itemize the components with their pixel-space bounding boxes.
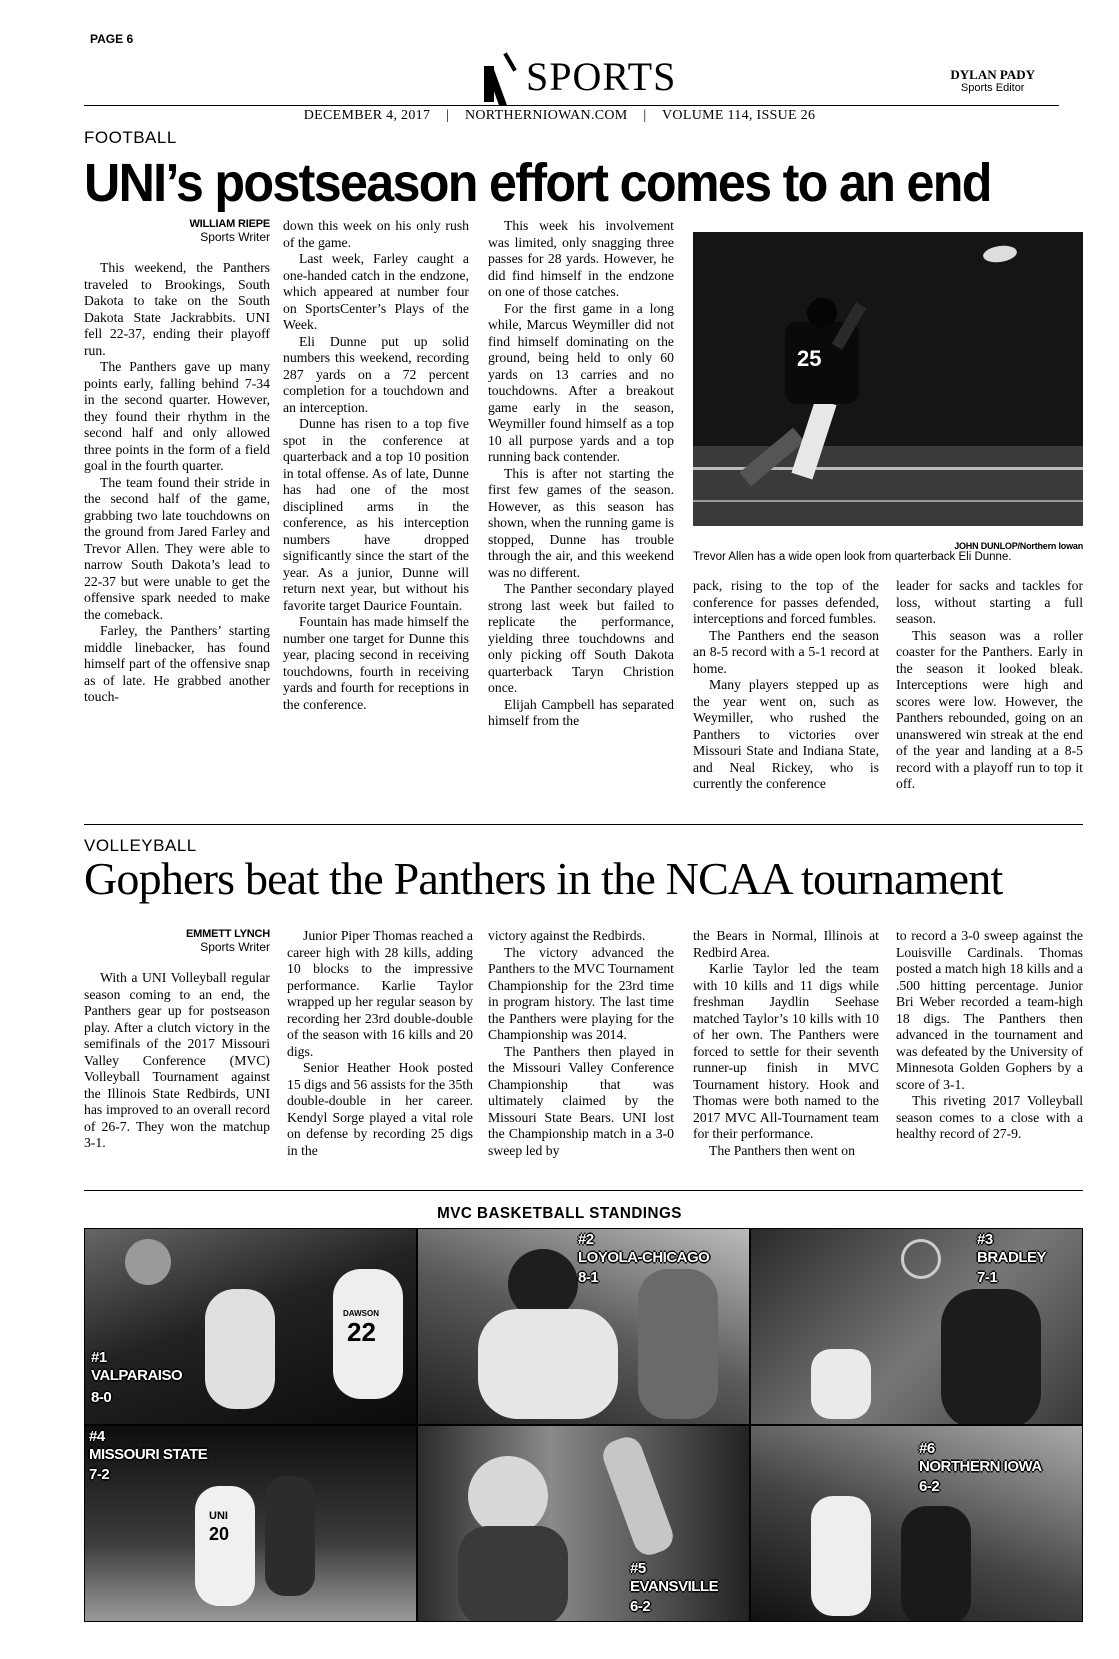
team-record: 8-1 xyxy=(578,1269,599,1286)
paragraph: Last week, Farley caught a one-handed catch in the endzone, which appeared at number four on SportsCenter’s Plays of the Week. xyxy=(283,251,469,332)
team-record: 6-2 xyxy=(630,1598,651,1615)
team-rank: #3 xyxy=(977,1231,993,1248)
football-column-5 xyxy=(896,578,1083,793)
standings-tile xyxy=(84,1228,417,1425)
football-headline: UNI’s postseason effort comes to an end xyxy=(84,153,991,213)
author-role: Sports Writer xyxy=(200,940,270,954)
section-divider xyxy=(84,1190,1083,1191)
paragraph: The Panthers then played in the Missouri Valley Conference Championship that was ultimately claimed by the Missouri State Bears. UNI lost the Championship match in a 3-0 sweep led by xyxy=(488,1043,674,1158)
volume-issue: VOLUME 114, ISSUE 26 xyxy=(662,108,816,123)
dateline-separator: | xyxy=(446,108,450,123)
team-name: VALPARAISO xyxy=(91,1367,183,1384)
paragraph: down this week on his only rush of the game. xyxy=(283,218,469,250)
paragraph: This riveting 2017 Volleyball season comes to a close with a healthy record of 27-9. xyxy=(896,1093,1083,1141)
masthead-rule xyxy=(84,105,1059,106)
team-rank: #1 xyxy=(91,1349,107,1366)
team-record: 7-1 xyxy=(977,1269,998,1286)
standings-tile xyxy=(750,1228,1083,1425)
paragraph: victory against the Redbirds. xyxy=(488,928,646,943)
section-label-volleyball: VOLLEYBALL xyxy=(84,836,197,855)
byline xyxy=(84,928,270,954)
paragraph: leader for sacks and tackles for loss, without starting a full season. xyxy=(896,578,1083,626)
issue-date: DECEMBER 4, 2017 xyxy=(303,108,431,123)
paragraph: The Panthers end the season an 8-5 record with a 5-1 record at home. xyxy=(693,627,879,676)
paragraph: Junior Piper Thomas reached a career high with 28 kills, adding 10 blocks to the impressive performance. Karlie Taylor wrapped up her regular season by recording her 23rd double-double of the season with 16 kills and 20 digs. xyxy=(287,928,473,1059)
team-name: EVANSVILLE xyxy=(630,1578,719,1595)
paragraph: Elijah Campbell has separated himself from the xyxy=(488,696,674,728)
team-record: 8-0 xyxy=(91,1389,112,1406)
paragraph: For the first game in a long while, Marcus Weymiller did not find himself dominating on the ground, being held to only 60 yards on 13 carries and no touchdowns. After a breakout game early in the season, Weymiller found himself as a top 10 all purpose yards and a top running back contender. xyxy=(488,300,674,464)
paragraph: The Panthers gave up many points early, falling behind 7-34 in the second quarter. However, they found their rhythm in the second half and only allowed three points in the form of a field goal in the fourth quarter. xyxy=(84,359,270,473)
paragraph: The Panthers then went on xyxy=(709,1142,855,1158)
standings-tile xyxy=(417,1228,750,1425)
dateline-separator: | xyxy=(643,108,647,123)
team-name: NORTHERN IOWA xyxy=(919,1458,1042,1475)
football-column-4 xyxy=(693,578,879,793)
football-column-1 xyxy=(84,218,270,706)
section-flag xyxy=(478,42,676,102)
team-rank: #4 xyxy=(89,1428,105,1445)
volleyball-column-3 xyxy=(488,928,674,1159)
standings-tile xyxy=(750,1425,1083,1622)
team-record: 7-2 xyxy=(89,1466,110,1483)
volleyball-column-5 xyxy=(896,928,1083,1143)
standings-tile xyxy=(417,1425,750,1622)
team-rank: #5 xyxy=(630,1560,646,1577)
paragraph: The Panther secondary played strong last week but failed to replicate the performance, yielding three touchdowns and only picking off South Dakota quarterback Taryn Christion once. xyxy=(488,581,674,695)
editor-name: DYLAN PADY xyxy=(950,67,1035,82)
paragraph: The victory advanced the Panthers to the MVC Tournament Championship for the 23rd time in program history. The last time the Panthers were playing for the Championship was 2014. xyxy=(488,944,674,1042)
football-column-2 xyxy=(283,218,469,713)
paragraph: to record a 3-0 sweep against the Louisville Cardinals. Thomas posted a match high 18 kills and a .500 hitting percentage. Junior Bri Weber recorded a team-high 18 digs. The Panthers then advanced in the tournament and was defeated by the University of Minnesota Golden Gophers by a score of 3-1. xyxy=(896,928,1083,1092)
paragraph: With a UNI Volleyball regular season coming to an end, the Panthers gear up for postseason play. After a clutch victory in the semifinals of the 2017 Missouri Valley Conference (MVC) Volleyball Tournament against the Illinois State Redbirds, UNI has improved to an overall record of 26-7. They won the matchup 3-1. xyxy=(84,970,270,1150)
paragraph: Karlie Taylor led the team with 10 kills and 11 digs while freshman Jaydlin Seehase matched Taylor’s 10 kills with 10 of her own. The Panthers were forced to settle for their seventh runner-up finish in MVC Tournament history. Hook and Thomas were both named to the 2017 MVC All-Tournament team for their performance. xyxy=(693,961,879,1141)
photo-caption: Trevor Allen has a wide open look from quarterback Eli Dunne. xyxy=(693,551,1012,563)
paragraph: This is after not starting the first few games of the season. However, as this season has shown, when the running game is stopped, Dunne has trouble through the air, and this weekend was no different. xyxy=(488,465,674,580)
team-name: LOYOLA-CHICAGO xyxy=(578,1249,710,1266)
section-divider xyxy=(84,824,1083,825)
basketball-hoop-icon xyxy=(901,1239,941,1279)
byline xyxy=(84,218,270,244)
paragraph: This weekend, the Panthers traveled to Brookings, South Dakota to take on the South Dakota State Jackrabbits. UNI fell 22-37, ending their playoff run. xyxy=(84,260,270,358)
football-ball-icon xyxy=(982,244,1018,265)
paragraph: This season was a roller coaster for the Panthers. Early in the season it looked bleak. Interceptions were high and scores were low. However, the Panthers rebounded, going on an unanswered win streak at the end of the year and landing at a 8-5 record with a playoff run to top it off. xyxy=(896,627,1083,791)
author-role: Sports Writer xyxy=(200,230,270,244)
volleyball-column-2 xyxy=(287,928,473,1159)
standings-title: MVC BASKETBALL STANDINGS xyxy=(437,1205,682,1222)
paragraph: Fountain has made himself the number one target for Dunne this year, placing second in receiving touchdowns, fourth in receiving yards and fourth for receptions in the conference. xyxy=(283,614,469,712)
author-name: EMMETT LYNCH xyxy=(186,928,270,940)
editor-credit xyxy=(950,68,1035,94)
team-name: MISSOURI STATE xyxy=(89,1446,208,1463)
paragraph: Dunne has risen to a top five spot in the conference at quarterback and a top 10 position in total offense. As of late, Dunne has had one of the most disciplined arms in the conference, as his interception numbers have dropped significantly since the start of the year. As a junior, Dunne will return next year, but without his favorite target Daurice Fountain. xyxy=(283,416,469,613)
paragraph: pack, rising to the top of the conference for passes defended, interceptions and forced fumbles. xyxy=(693,578,879,626)
paragraph: Senior Heather Hook posted 15 digs and 56 assists for the 35th double-double in her career. Kendyl Sorge played a vital role on defense by recording 25 digs in the xyxy=(287,1060,473,1158)
paragraph: This week his involvement was limited, only snagging three passes for 28 yards. However, he did find himself in the endzone on one of those catches. xyxy=(488,218,674,299)
paragraph: Many players stepped up as the year went on, such as Weymiller, who rushed the Panthers to victories over Missouri State and Indiana State, and Neal Rickey, who is currently the conference xyxy=(693,677,879,791)
author-name: WILLIAM RIEPE xyxy=(189,218,270,230)
jersey-name: UNI xyxy=(209,1510,228,1522)
dateline xyxy=(0,108,1119,124)
editor-role: Sports Editor xyxy=(960,82,1025,94)
volleyball-column-1 xyxy=(84,928,270,1152)
basketball-icon xyxy=(125,1239,171,1285)
jersey-number: 22 xyxy=(347,1317,376,1347)
section-title: SPORTS xyxy=(526,54,677,99)
team-rank: #2 xyxy=(578,1231,594,1248)
football-column-3 xyxy=(488,218,674,730)
paragraph: the Bears in Normal, Illinois at Redbird Area. xyxy=(693,928,879,960)
photo-jersey-number: 25 xyxy=(797,346,822,371)
section-label-football: FOOTBALL xyxy=(84,128,177,147)
standings-tile xyxy=(84,1425,417,1622)
northern-iowan-logo-icon xyxy=(478,52,514,102)
website-link[interactable]: NORTHERNIOWAN.COM xyxy=(464,108,628,123)
volleyball-headline: Gophers beat the Panthers in the NCAA tournament xyxy=(84,853,1003,904)
jersey-number: 20 xyxy=(209,1524,230,1544)
jersey-name: DAWSON xyxy=(343,1309,379,1318)
paragraph: The team found their stride in the second half of the game, grabbing two late touchdowns on the ground from Jared Farley and Trevor Allen. They were able to narrow South Dakota’s lead to 22-37 but were unable to get the offensive spark needed to make the comeback. xyxy=(84,474,270,622)
football-photo xyxy=(693,232,1083,526)
team-rank: #6 xyxy=(919,1440,935,1457)
standings-photo-grid xyxy=(84,1228,1083,1622)
volleyball-column-4 xyxy=(693,928,879,1159)
team-record: 6-2 xyxy=(919,1478,940,1495)
team-name: BRADLEY xyxy=(977,1249,1047,1266)
paragraph: Farley, the Panthers’ starting middle linebacker, has found himself part of the offensive snap as of late. He grabbed another touch- xyxy=(84,623,270,704)
page-number: PAGE 6 xyxy=(90,32,134,46)
photo-credit: JOHN DUNLOP/Northern Iowan xyxy=(954,541,1083,551)
paragraph: Eli Dunne put up solid numbers this weekend, recording 287 yards on a 72 percent completion for a touchdown and an interception. xyxy=(283,333,469,415)
